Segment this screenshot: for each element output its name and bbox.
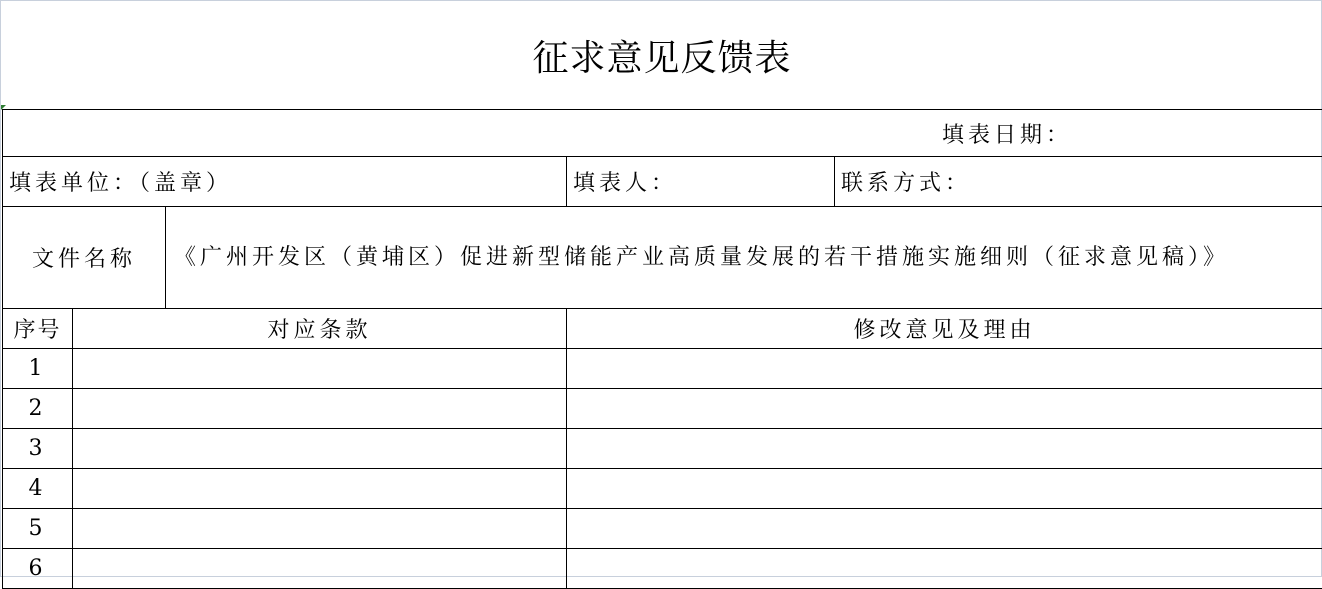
row-clause-cell[interactable] <box>73 549 567 589</box>
table-row <box>3 429 1322 469</box>
row-clause-cell[interactable] <box>73 469 567 509</box>
document-name-row <box>3 207 1322 309</box>
feedback-form-table <box>2 109 1322 589</box>
row-index: 1 <box>3 349 73 389</box>
fill-unit-label: 填表单位：（盖章） <box>9 171 232 196</box>
row-opinion-cell[interactable] <box>567 349 1322 389</box>
column-header-row <box>3 309 1322 349</box>
contact-label: 联系方式： <box>841 171 971 196</box>
row-index: 4 <box>3 469 73 509</box>
row-clause-cell[interactable] <box>73 389 567 429</box>
table-row <box>3 509 1322 549</box>
filler-label: 填表人： <box>573 171 677 196</box>
row-opinion-cell[interactable] <box>567 389 1322 429</box>
doc-name-value: 《广州开发区（黄埔区）促进新型储能产业高质量发展的若干措施实施细则（征求意见稿）》 <box>174 245 1229 270</box>
table-row <box>3 469 1322 509</box>
doc-name-label: 文件名称 <box>32 247 136 272</box>
header-clause: 对应条款 <box>73 309 567 349</box>
row-clause-cell[interactable] <box>73 429 567 469</box>
page-title: 征求意见反馈表 <box>1 1 1322 109</box>
row-index: 2 <box>3 389 73 429</box>
doc-name-label-cell <box>3 207 166 309</box>
table-row <box>3 389 1322 429</box>
contact-cell[interactable] <box>835 157 1322 207</box>
unit-row <box>3 157 1322 207</box>
row-index: 6 <box>3 549 73 589</box>
row-index: 3 <box>3 429 73 469</box>
filler-cell[interactable] <box>567 157 835 207</box>
row-opinion-cell[interactable] <box>567 469 1322 509</box>
table-row <box>3 549 1322 589</box>
header-opinion: 修改意见及理由 <box>567 309 1322 349</box>
fill-date-row <box>3 110 1322 157</box>
row-index: 5 <box>3 509 73 549</box>
row-clause-cell[interactable] <box>73 509 567 549</box>
fill-date-label: 填表日期： <box>942 123 1072 148</box>
row-opinion-cell[interactable] <box>567 549 1322 589</box>
fill-unit-cell[interactable] <box>3 157 567 207</box>
row-opinion-cell[interactable] <box>567 509 1322 549</box>
table-row <box>3 349 1322 389</box>
row-opinion-cell[interactable] <box>567 429 1322 469</box>
fill-date-cell[interactable] <box>3 110 1322 157</box>
header-index: 序号 <box>3 309 73 349</box>
doc-name-value-cell[interactable] <box>166 207 1322 309</box>
row-clause-cell[interactable] <box>73 349 567 389</box>
